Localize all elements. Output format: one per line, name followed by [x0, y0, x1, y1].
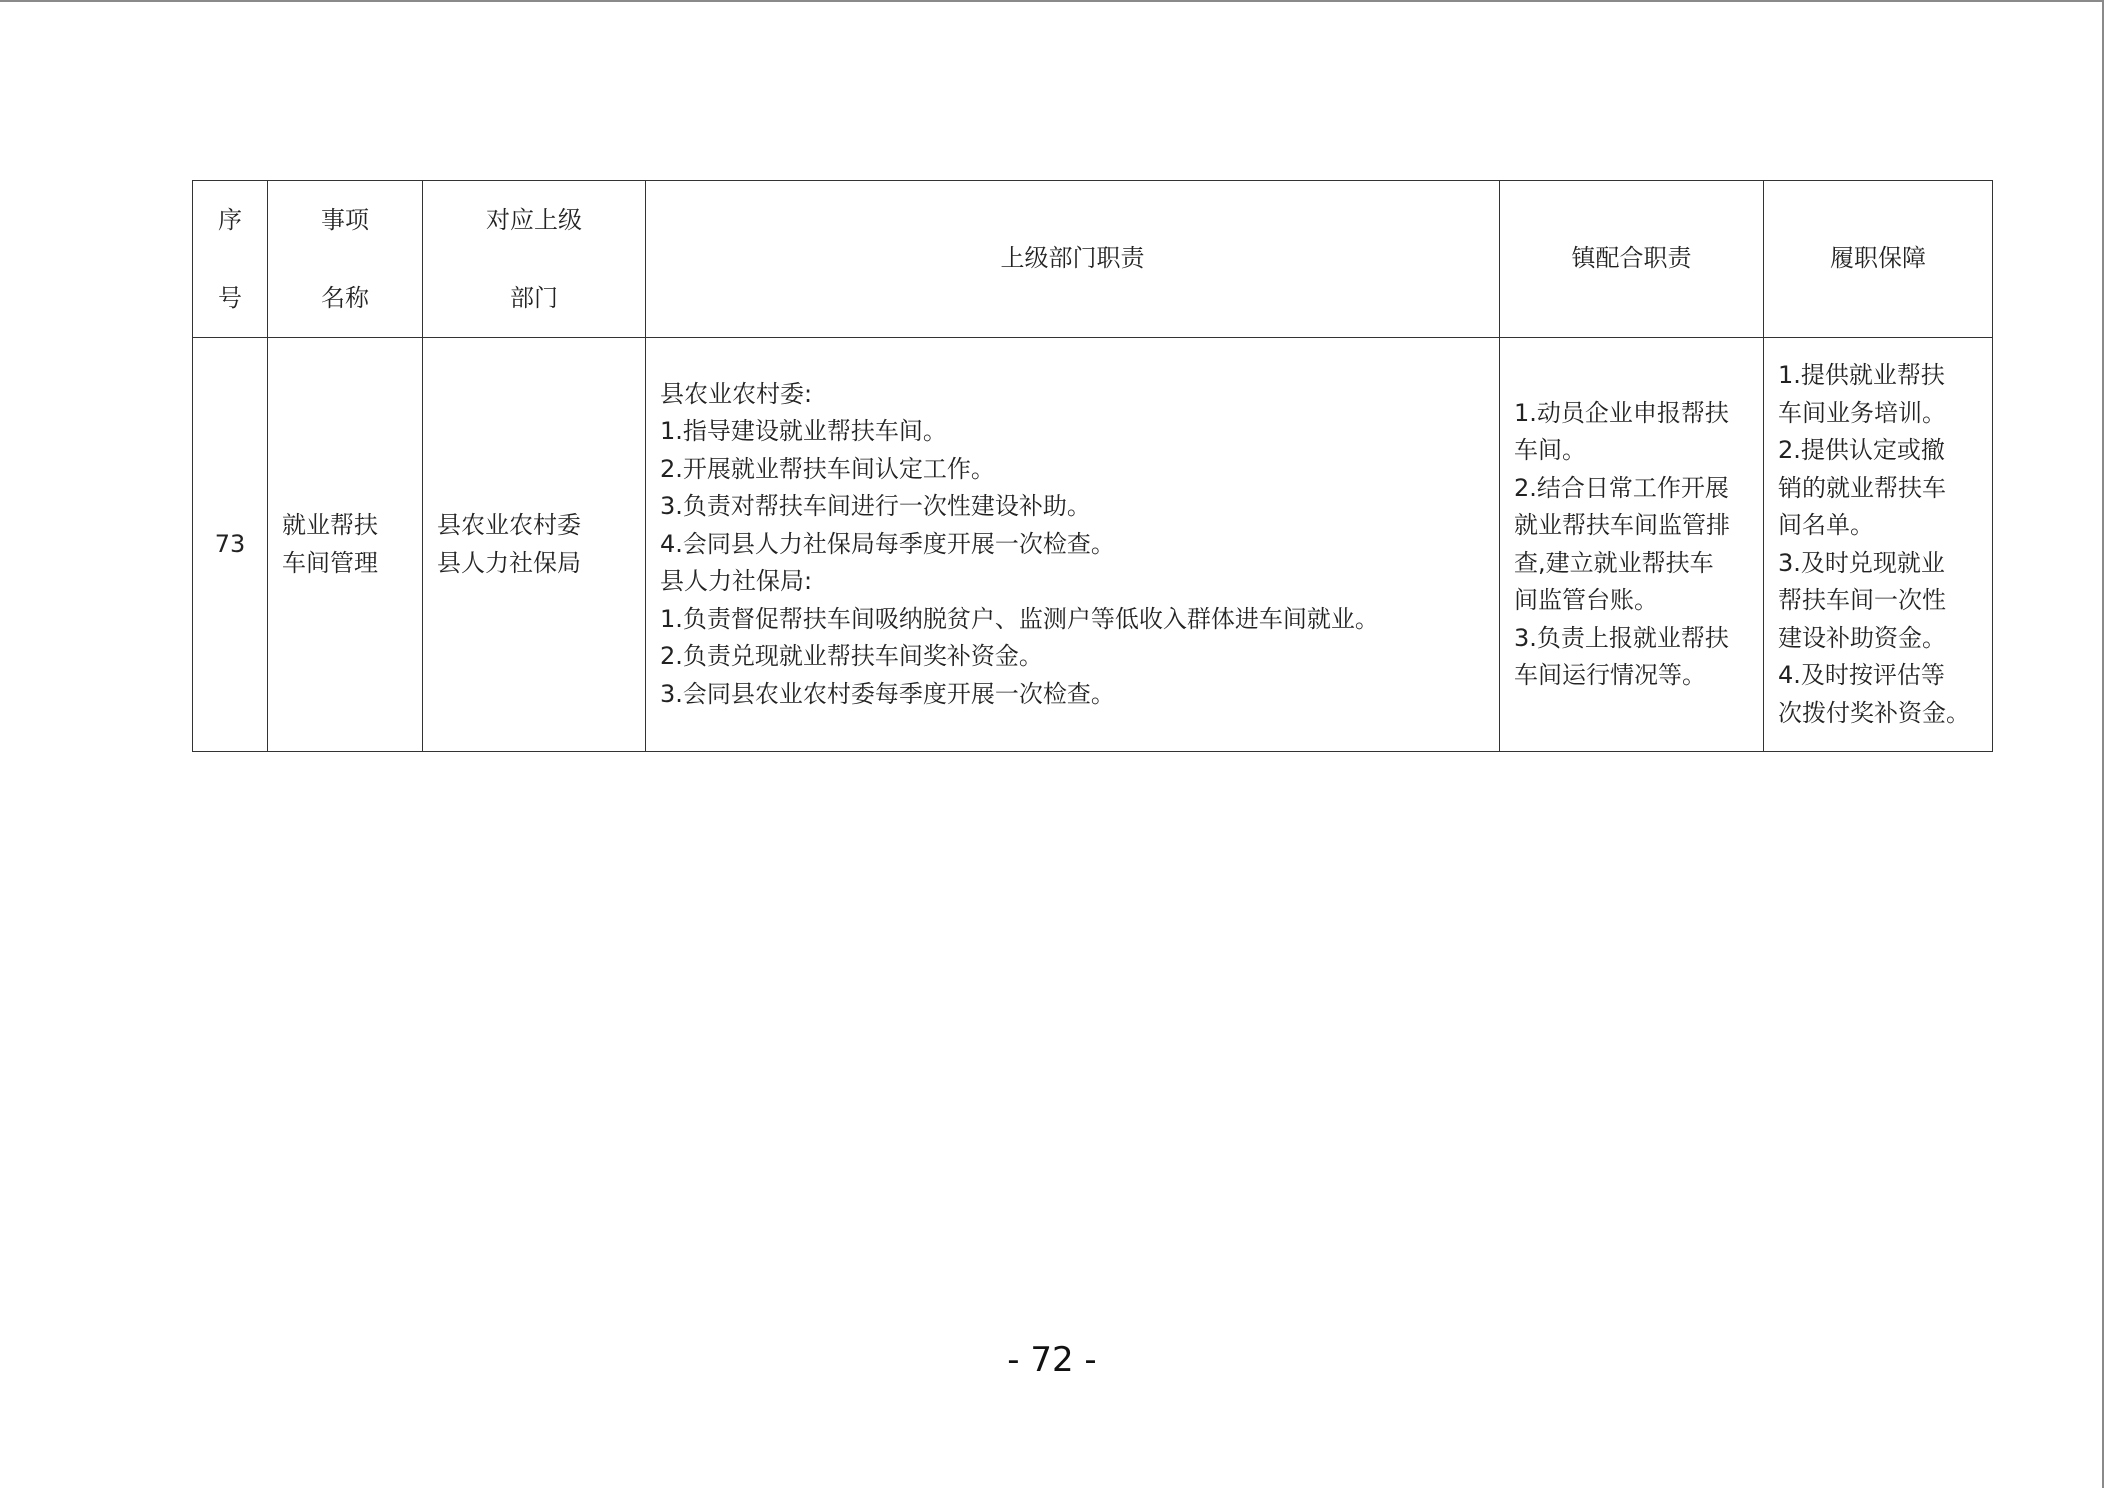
header-seq-line2: 号: [218, 284, 242, 312]
top-border-line: [0, 0, 2104, 2]
row-seq: 73: [193, 338, 268, 752]
header-upper-dept-line1: 对应上级: [486, 206, 582, 234]
header-item-name: [268, 181, 423, 338]
header-upper-duties: 上级部门职责: [646, 181, 1500, 338]
header-seq: [193, 181, 268, 338]
table-header-row: [193, 181, 1993, 338]
header-upper-dept-line2: 部门: [510, 284, 558, 312]
header-guarantee: 履职保障: [1764, 181, 1993, 338]
header-item-name-line2: 名称: [321, 284, 369, 312]
duty-table: [192, 180, 1993, 752]
header-seq-line1: 序: [218, 206, 242, 234]
header-upper-dept: [423, 181, 646, 338]
row-town-duties: 1.动员企业申报帮扶 车间。 2.结合日常工作开展 就业帮扶车间监管排 查,建立就业帮扶车 间监管台账。 3.负责上报就业帮扶 车间运行情况等。: [1500, 338, 1764, 752]
row-item-name: 就业帮扶 车间管理: [268, 338, 423, 752]
row-upper-dept: 县农业农村委 县人力社保局: [423, 338, 646, 752]
table-row: [193, 338, 1993, 752]
header-item-name-line1: 事项: [321, 206, 369, 234]
row-upper-duties: 县农业农村委: 1.指导建设就业帮扶车间。 2.开展就业帮扶车间认定工作。 3.负责对帮扶车间进行一次性建设补助。 4.会同县人力社保局每季度开展一次检查。 县人力社保局: 1.负责督促帮扶车间吸纳脱贫户、监测户等低收入群体进车间就业。 2.负责兑现就业帮扶车间奖补资金。 3.会同县农业农村委每季度开展一次检查。: [646, 338, 1500, 752]
row-guarantee: 1.提供就业帮扶 车间业务培训。 2.提供认定或撤 销的就业帮扶车 间名单。 3.及时兑现就业 帮扶车间一次性 建设补助资金。 4.及时按评估等 次拨付奖补资金。: [1764, 338, 1993, 752]
header-town-duties: 镇配合职责: [1500, 181, 1764, 338]
page-number: - 72 -: [1007, 1340, 1097, 1380]
